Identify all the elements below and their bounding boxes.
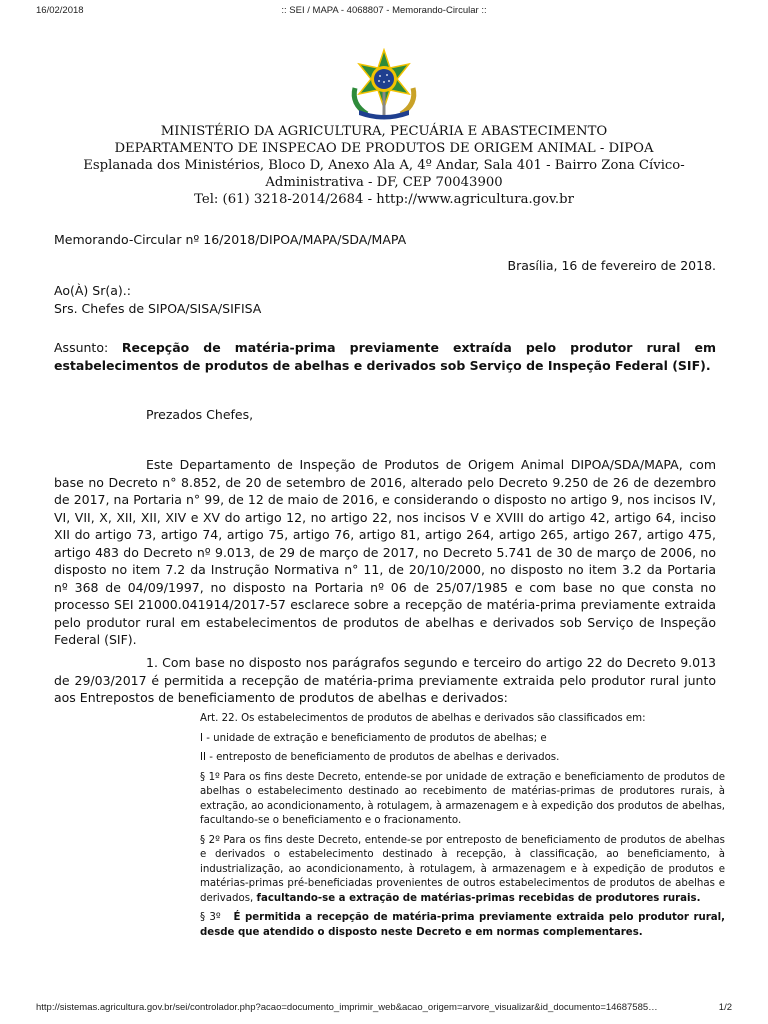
article-paragraph-2-bold: facultando-se a extração de matérias-primas recebidas de produtores rurais.: [256, 892, 701, 904]
article-paragraph-3-label: § 3º: [200, 912, 221, 923]
article-item-2: II - entreposto de beneficiamento de produtos de abelhas e derivados.: [200, 752, 560, 763]
subject: [54, 339, 716, 374]
page-number: 1/2: [718, 1002, 732, 1013]
subject-label: Assunto:: [54, 340, 109, 355]
memo-number: Memorando-Circular nº 16/2018/DIPOA/MAPA/SDA/MAPA: [54, 232, 407, 247]
department-name: DEPARTAMENTO DE INSPECAO DE PRODUTOS DE ORIGEM ANIMAL - DIPOA: [114, 141, 654, 156]
article-paragraph-2: [200, 834, 725, 907]
quoted-article: [200, 712, 725, 945]
subject-text: Recepção de matéria-prima previamente extraída pelo produtor rural em estabelecimentos de produtos de abelhas e derivados sob Serviço de Inspeção Federal (SIF).: [54, 340, 716, 373]
article-paragraph-2-text: § 2º Para os fins deste Decreto, entende-se por entreposto de beneficiamento de produtos de abelhas e derivados o estabelecimento destinado à recepção, à classificação, ao beneficiamento, à industrialização, ao acondicionamento, à rotulagem, à armazenagem e à expedição de produtos e matérias-primas pré-beneficiadas provenientes de outros estabelecimentos de produtos de abelhas e derivados,: [200, 834, 725, 904]
paragraph-intro: Este Departamento de Inspeção de Produtos de Origem Animal DIPOA/SDA/MAPA, com base no Decreto n° 8.852, de 20 de setembro de 2016, alterado pelo Decreto 9.250 de 26 de dezembro de 2017, na Portaria n° 99, de 12 de maio de 2016, e considerando o disposto no artigo 9, nos incisos IV, VI, VII, X, XII, XII, XIV e XV do artigo 12, no artigo 22, nos incisos V e XVIII do artigo 42, artigo 64, inciso XII do artigo 73, artigo 74, artigo 75, artigo 76, artigo 81, artigo 264, artigo 265, artigo 267, artigo 475, artigo 483 do Decreto nº 9.013, de 29 de março de 2017, no Decreto 5.741 de 30 de março de 2006, no disposto no item 7.2 da Instrução Normativa n° 11, de 20/10/2000, no disposto no item 3.2 da Portaria nº 368 de 04/09/1997, no disposto na Portaria nº 06 de 25/07/1985 e com base no que consta no processo SEI 21000.041914/2017-57 esclarece sobre a recepção de matéria-prima previamente extraida pelo produtor rural em estabelecimentos de produtos de abelhas e derivados sob Serviço de Inspeção Federal (SIF).: [54, 457, 716, 647]
greeting: Prezados Chefes,: [146, 407, 254, 422]
contact-line: Tel: (61) 3218-2014/2684 - http://www.agricultura.gov.br: [194, 192, 574, 207]
article-paragraph-3-bold: É permitida a recepção de matéria-prima previamente extraida pelo produtor rural, desde que atendido o disposto neste Decreto e em normas complementares.: [200, 912, 725, 938]
print-date: 16/02/2018: [36, 5, 84, 16]
memo-date: Brasília, 16 de fevereiro de 2018.: [507, 258, 716, 273]
print-footer: [0, 1002, 768, 1016]
recipient-value: Srs. Chefes de SIPOA/SISA/SIFISA: [54, 300, 262, 316]
article-item-1: I - unidade de extração e beneficiamento de produtos de abelhas; e: [200, 732, 547, 744]
print-header: [0, 5, 768, 19]
print-title: :: SEI / MAPA - 4068807 - Memorando-Circular ::: [281, 5, 487, 16]
recipient-label: Ao(À) Sr(a).:: [54, 283, 131, 298]
article-heading: Art. 22. Os estabelecimentos de produtos de abelhas e derivados são classificados em:: [200, 713, 646, 724]
print-url: http://sistemas.agricultura.gov.br/sei/controlador.php?acao=documento_imprimir_web&acao_origem=arvore_visualizar&id_documento=14687585…: [36, 1002, 658, 1013]
ministry-name: MINISTÉRIO DA AGRICULTURA, PECUÁRIA E ABASTECIMENTO: [160, 124, 608, 139]
address: Esplanada dos Ministérios, Bloco D, Anexo Ala A, 4º Andar, Sala 401 - Bairro Zona Cívico-Administrativa - DF, CEP 70043900: [83, 158, 685, 190]
paragraph-1: 1. Com base no disposto nos parágrafos segundo e terceiro do artigo 22 do Decreto 9.013 de 29/03/2017 é permitida a recepção de matéria-prima previamente extraida pelo produtor rural junto aos Entrepostos de beneficiamento de produtos de abelhas e derivados:: [54, 655, 716, 705]
article-paragraph-1: § 1º Para os fins deste Decreto, entende-se por unidade de extração e beneficiamento de produtos de abelhas o estabelecimento destinado ao recebimento de matérias-primas de produtores rurais, à extração, ao acondicionamento, à rotulagem, à armazenagem e à expedição dos produtos de abelhas, facultando-se o beneficiamento e o fracionamento.: [200, 771, 725, 826]
recipients: [54, 282, 716, 317]
brazil-coat-of-arms-icon: [345, 48, 423, 120]
letterhead: [40, 123, 728, 208]
article-paragraph-3: [200, 911, 725, 940]
